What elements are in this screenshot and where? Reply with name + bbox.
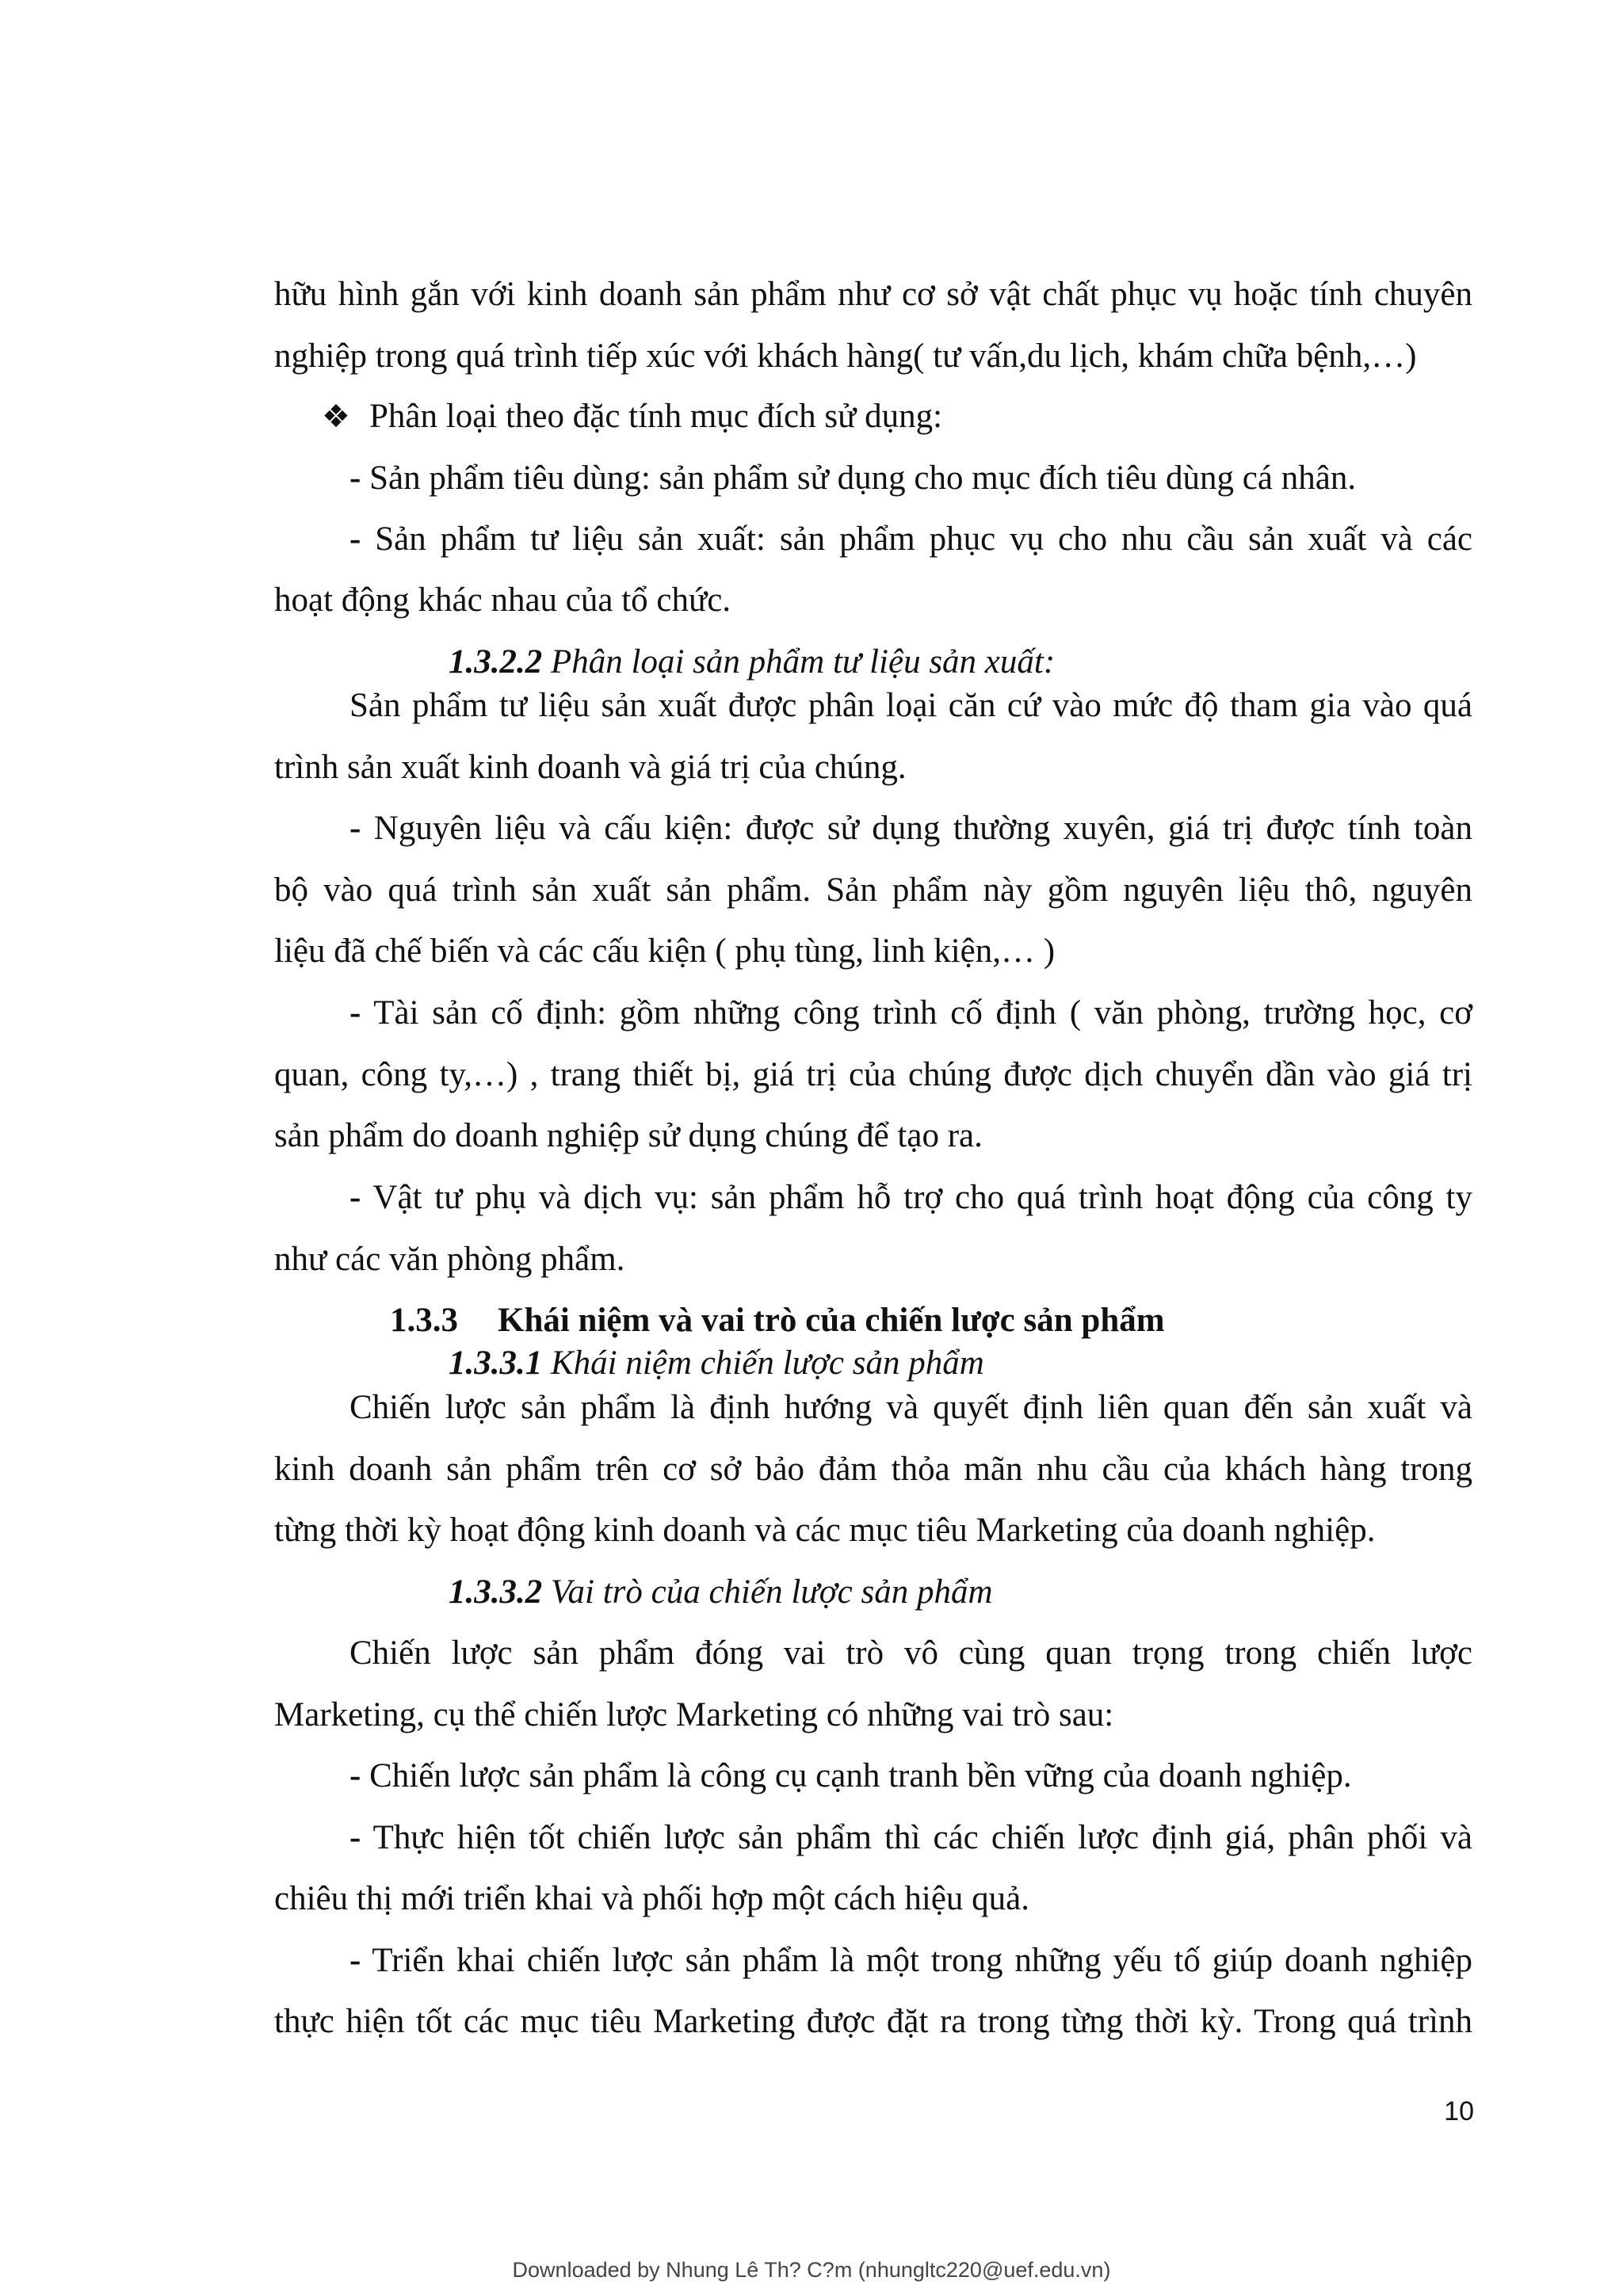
dash-marker: - bbox=[349, 1179, 361, 1216]
list-item bbox=[349, 519, 1472, 560]
paragraph-line: hoạt động khác nhau của tổ chức. bbox=[274, 582, 731, 619]
heading-text: Phân loại sản phẩm tư liệu sản xuất: bbox=[542, 643, 1056, 681]
list-item-text: Tài sản cố định: gồm những công trình cố định ( văn phòng, trường học, cơ bbox=[361, 994, 1472, 1032]
paragraph-line: liệu đã chế biến và các cấu kiện ( phụ tùng, linh kiện,… ) bbox=[274, 933, 1056, 970]
paragraph-line: thực hiện tốt các mục tiêu Marketing được đặt ra trong từng thời kỳ. Trong quá trình bbox=[274, 2003, 1472, 2040]
list-item bbox=[349, 993, 1472, 1034]
list-item bbox=[349, 1817, 1472, 1859]
subsection-heading bbox=[449, 642, 1472, 683]
list-item-text: Vật tư phụ và dịch vụ: sản phẩm hỗ trợ cho quá trình hoạt động của công ty bbox=[361, 1179, 1472, 1216]
list-item-text: Thực hiện tốt chiến lược sản phẩm thì các chiến lược định giá, phân phối và bbox=[361, 1819, 1472, 1856]
subsection-heading bbox=[449, 1343, 1472, 1384]
paragraph-line: chiêu thị mới triển khai và phối hợp một cách hiệu quả. bbox=[274, 1880, 1030, 1917]
dash-marker: - bbox=[349, 994, 361, 1032]
bullet-heading: Phân loại theo đặc tính mục đích sử dụng: bbox=[369, 398, 943, 435]
paragraph-line: trình sản xuất kinh doanh và giá trị của chúng. bbox=[274, 749, 907, 786]
heading-number: 1.3.3 bbox=[390, 1302, 458, 1339]
diamond-bullet-icon: ❖ bbox=[322, 399, 350, 435]
heading-text: Khái niệm và vai trò của chiến lược sản phẩm bbox=[498, 1302, 1165, 1339]
paragraph-line: sản phẩm do doanh nghiệp sử dụng chúng để tạo ra. bbox=[274, 1117, 983, 1154]
paragraph-line: bộ vào quá trình sản xuất sản phẩm. Sản phẩm này gồm nguyên liệu thô, nguyên bbox=[274, 871, 1472, 909]
paragraph-line: nghiệp trong quá trình tiếp xúc với khách hàng( tư vấn,du lịch, khám chữa bệnh,…) bbox=[274, 338, 1417, 375]
list-item-text: Sản phẩm tư liệu sản xuất: sản phẩm phục vụ cho nhu cầu sản xuất và các bbox=[361, 521, 1472, 558]
heading-text: Vai trò của chiến lược sản phẩm bbox=[542, 1573, 993, 1611]
heading-number: 1.3.3.2 bbox=[449, 1573, 543, 1611]
list-item-text: Nguyên liệu và cấu kiện: được sử dụng thường xuyên, giá trị được tính toàn bbox=[361, 810, 1472, 847]
heading-text: Khái niệm chiến lược sản phẩm bbox=[542, 1344, 984, 1382]
paragraph-line: Marketing, cụ thể chiến lược Marketing có những vai trò sau: bbox=[274, 1696, 1114, 1733]
dash-marker: - bbox=[349, 521, 361, 558]
dash-marker: - bbox=[349, 1942, 361, 1979]
paragraph-line: Chiến lược sản phẩm đóng vai trò vô cùng quan trọng trong chiến lược bbox=[349, 1634, 1472, 1672]
paragraph-line: như các văn phòng phẩm. bbox=[274, 1241, 625, 1278]
paragraph-line: Chiến lược sản phẩm là định hướng và quyết định liên quan đến sản xuất và bbox=[349, 1389, 1472, 1426]
list-item-text: Chiến lược sản phẩm là công cụ cạnh tranh bền vững của doanh nghiệp. bbox=[361, 1757, 1352, 1794]
list-item bbox=[349, 1177, 1472, 1219]
list-item-text: Triển khai chiến lược sản phẩm là một trong những yếu tố giúp doanh nghiệp bbox=[361, 1942, 1472, 1979]
list-item bbox=[349, 1756, 1472, 1797]
dash-marker: - bbox=[349, 460, 361, 497]
list-item bbox=[349, 458, 1472, 499]
list-item bbox=[349, 1940, 1472, 1981]
dash-marker: - bbox=[349, 1819, 361, 1856]
paragraph-line: quan, công ty,…) , trang thiết bị, giá trị của chúng được dịch chuyển dần vào giá trị bbox=[274, 1056, 1472, 1093]
paragraph-line: Sản phẩm tư liệu sản xuất được phân loại căn cứ vào mức độ tham gia vào quá bbox=[349, 687, 1472, 724]
dash-marker: - bbox=[349, 810, 361, 847]
page-number: 10 bbox=[1444, 2096, 1474, 2126]
section-heading bbox=[390, 1300, 1472, 1341]
paragraph-line: kinh doanh sản phẩm trên cơ sở bảo đảm thỏa mãn nhu cầu của khách hàng trong bbox=[274, 1451, 1472, 1488]
paragraph-line: hữu hình gắn với kinh doanh sản phẩm như cơ sở vật chất phục vụ hoặc tính chuyên bbox=[274, 276, 1472, 313]
paragraph-line: từng thời kỳ hoạt động kinh doanh và các mục tiêu Marketing của doanh nghiệp. bbox=[274, 1512, 1376, 1549]
list-item-text: Sản phẩm tiêu dùng: sản phẩm sử dụng cho mục đích tiêu dùng cá nhân. bbox=[361, 460, 1357, 497]
list-item bbox=[349, 808, 1472, 849]
download-footer: Downloaded by Nhung Lê Th? C?m (nhungltc220@uef.edu.vn) bbox=[512, 2258, 1111, 2282]
subsection-heading bbox=[449, 1572, 1472, 1613]
heading-number: 1.3.2.2 bbox=[449, 643, 543, 681]
dash-marker: - bbox=[349, 1757, 361, 1794]
heading-number: 1.3.3.1 bbox=[449, 1344, 543, 1382]
